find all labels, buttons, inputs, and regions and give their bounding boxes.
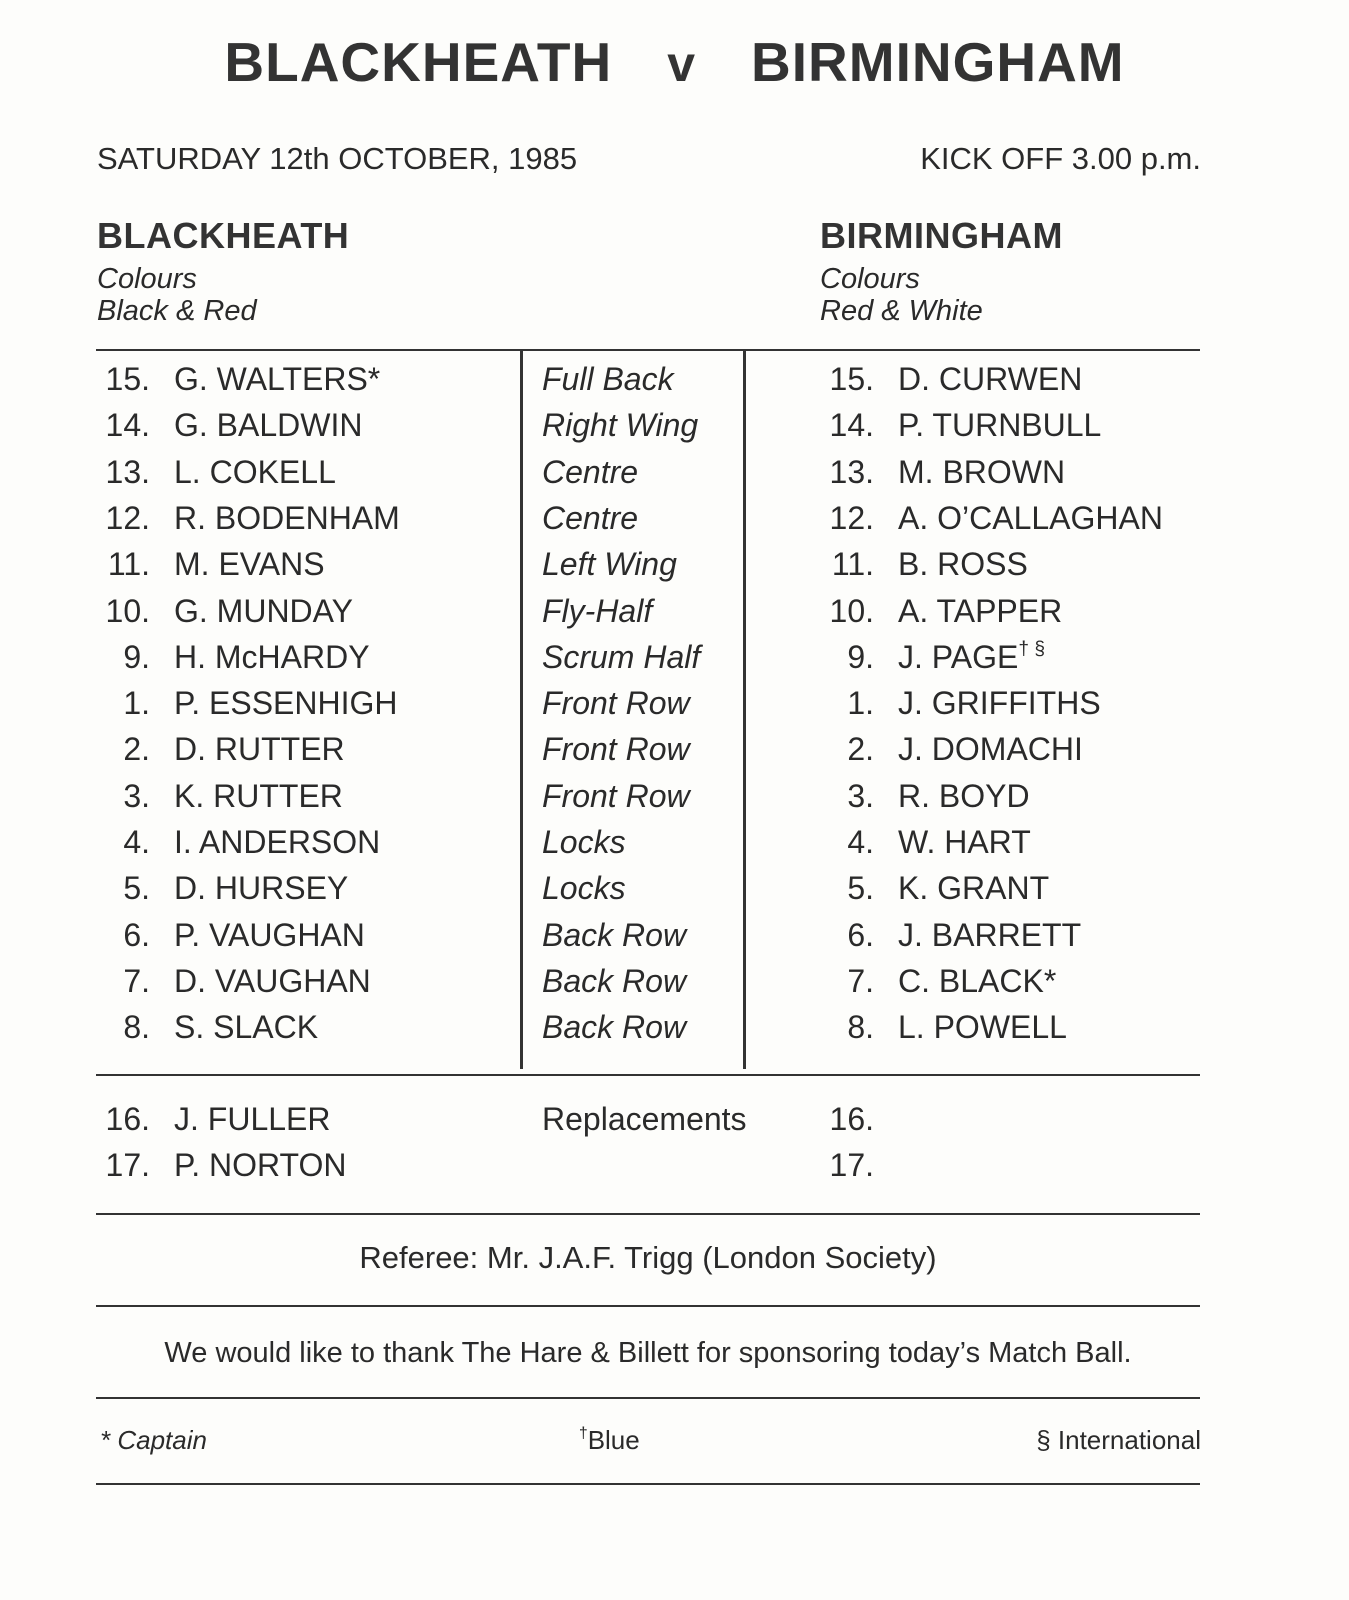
table-row <box>0 449 1349 495</box>
home-shirt-number: 12. <box>105 499 150 536</box>
home-player-name <box>174 912 365 958</box>
player-name-text: M. EVANS <box>174 546 325 583</box>
away-shirt-number: 17. <box>829 1147 874 1183</box>
player-name-text: P. TURNBULL <box>898 407 1102 444</box>
player-name-text: G. BALDWIN <box>174 407 363 444</box>
player-mark: † § <box>1018 638 1046 660</box>
legend-captain: * Captain <box>100 1425 207 1455</box>
home-shirt-number: 7. <box>123 962 150 999</box>
player-name-text: K. GRANT <box>898 870 1050 907</box>
legend-blue-mark: † <box>579 1425 588 1443</box>
player-name-text: P. VAUGHAN <box>174 916 365 953</box>
away-player-name <box>898 1004 1067 1050</box>
home-shirt-number: 15. <box>105 361 150 397</box>
away-player-name <box>898 402 1101 448</box>
divider-line <box>96 1483 1200 1485</box>
home-team-header <box>97 215 349 327</box>
position-label: Full Back <box>542 361 674 397</box>
position-label: Centre <box>542 499 639 536</box>
legend-blue-label: Blue <box>587 1425 640 1455</box>
table-row <box>0 495 1349 541</box>
table-row <box>0 773 1349 819</box>
player-name-text: A. TAPPER <box>898 592 1063 629</box>
home-player-name <box>174 773 343 819</box>
table-row <box>0 402 1349 448</box>
legend-international: § International <box>1036 1425 1201 1455</box>
divider-line <box>96 1397 1200 1399</box>
away-shirt-number: 8. <box>847 1009 874 1046</box>
away-shirt-number: 10. <box>829 592 874 629</box>
home-player-name <box>174 541 325 587</box>
table-row <box>0 634 1349 680</box>
position-label: Front Row <box>542 777 690 814</box>
player-name-text: P. ESSENHIGH <box>174 685 398 722</box>
table-row <box>0 865 1349 911</box>
player-mark: * <box>1043 962 1057 999</box>
away-shirt-number: 4. <box>847 824 874 860</box>
home-colours-label: Colours <box>97 263 197 295</box>
home-shirt-number: 14. <box>105 407 150 444</box>
home-colours: Black & Red <box>97 295 257 327</box>
away-team-name: BIRMINGHAM <box>820 215 1063 256</box>
home-shirt-number: 4. <box>123 824 150 860</box>
player-name-text: J. PAGE <box>898 638 1019 675</box>
away-player-name <box>898 912 1081 958</box>
player-name-text: J. BARRETT <box>898 916 1082 953</box>
player-name-text: H. McHARDY <box>174 638 370 675</box>
away-shirt-number: 7. <box>847 962 874 999</box>
home-shirt-number: 3. <box>123 777 150 814</box>
position-label: Locks <box>542 824 626 860</box>
home-player-name <box>174 356 380 402</box>
home-team-name: BLACKHEATH <box>97 215 350 256</box>
kickoff-time: KICK OFF 3.00 p.m. <box>920 141 1201 176</box>
legend-blue <box>579 1420 640 1460</box>
away-team-header <box>820 215 1063 327</box>
player-name-text: J. DOMACHI <box>898 731 1083 768</box>
position-label: Back Row <box>542 916 687 953</box>
home-shirt-number: 13. <box>105 453 150 490</box>
player-name-text: K. RUTTER <box>174 777 343 814</box>
table-row <box>0 819 1349 865</box>
away-player-name <box>898 541 1028 587</box>
home-player-name <box>174 449 336 495</box>
player-name-text: W. HART <box>898 824 1031 860</box>
title-versus: v <box>667 36 697 92</box>
player-name-text: J. GRIFFITHS <box>898 685 1101 722</box>
player-name-text: D. RUTTER <box>174 731 345 768</box>
player-name-text: G. WALTERS <box>174 361 368 397</box>
away-shirt-number: 6. <box>847 916 874 953</box>
home-player-name <box>174 680 397 726</box>
table-row <box>0 541 1349 587</box>
replacements-label: Replacements <box>542 1101 747 1137</box>
player-name-text: S. SLACK <box>174 1009 319 1046</box>
away-shirt-number: 15. <box>829 361 874 397</box>
home-shirt-number: 10. <box>105 592 150 629</box>
position-label: Back Row <box>542 1009 687 1046</box>
home-player-name <box>174 726 345 772</box>
table-row <box>0 912 1349 958</box>
home-shirt-number: 5. <box>123 870 150 907</box>
home-player-name <box>174 495 400 541</box>
away-colours-label: Colours <box>820 263 920 295</box>
home-player-name <box>174 865 348 911</box>
player-name-text: G. MUNDAY <box>174 592 353 629</box>
player-name-text: I. ANDERSON <box>174 824 381 860</box>
home-player-name <box>174 958 371 1004</box>
home-player-name <box>174 402 362 448</box>
player-name-text: L. COKELL <box>174 453 336 490</box>
away-player-name <box>898 819 1031 865</box>
player-mark: * <box>367 361 381 397</box>
away-player-name <box>898 588 1062 634</box>
player-name-text: R. BOYD <box>898 777 1030 814</box>
away-shirt-number: 14. <box>829 407 874 444</box>
away-shirt-number: 1. <box>847 685 874 722</box>
referee: Referee: Mr. J.A.F. Trigg (London Society) <box>359 1240 937 1275</box>
divider-line <box>96 1213 1200 1215</box>
position-label: Centre <box>542 453 639 490</box>
away-player-name <box>898 495 1163 541</box>
home-shirt-number: 17. <box>105 1147 150 1183</box>
home-shirt-number: 8. <box>123 1009 150 1046</box>
away-player-name <box>898 449 1065 495</box>
position-label: Front Row <box>542 685 690 722</box>
away-shirt-number: 9. <box>847 638 874 675</box>
table-row <box>0 958 1349 1004</box>
position-label: Fly-Half <box>542 592 653 629</box>
sponsor-thanks: We would like to thank The Hare & Billett for sponsoring today’s Match Ball. <box>164 1337 1132 1369</box>
away-shirt-number: 2. <box>847 731 874 768</box>
player-name-text: B. ROSS <box>898 546 1028 583</box>
away-player-name <box>898 680 1101 726</box>
player-name-text: L. POWELL <box>898 1009 1067 1046</box>
home-player-name <box>174 588 353 634</box>
away-player-name <box>898 958 1056 1004</box>
divider-line <box>96 349 1200 351</box>
home-player-name: J. FULLER <box>174 1101 331 1137</box>
home-player-name <box>174 819 380 865</box>
title-home-team: BLACKHEATH <box>224 31 613 93</box>
home-player-name <box>174 1004 318 1050</box>
player-name-text: D. CURWEN <box>898 361 1083 397</box>
position-label: Front Row <box>542 731 690 768</box>
player-name-text: D. VAUGHAN <box>174 962 371 999</box>
position-label: Right Wing <box>542 407 699 444</box>
player-name-text: C. BLACK <box>898 962 1044 999</box>
table-row <box>0 1096 1349 1142</box>
home-shirt-number: 11. <box>107 546 150 583</box>
away-shirt-number: 11. <box>831 546 874 583</box>
player-name-text: D. HURSEY <box>174 870 349 907</box>
title-away-team: BIRMINGHAM <box>751 31 1125 93</box>
away-player-name <box>898 356 1082 402</box>
table-row <box>0 1004 1349 1050</box>
player-name-text: A. O’CALLAGHAN <box>898 499 1163 536</box>
home-shirt-number: 2. <box>123 731 150 768</box>
away-shirt-number: 5. <box>847 870 874 907</box>
position-label: Locks <box>542 870 626 907</box>
position-label: Scrum Half <box>542 638 701 675</box>
table-row <box>0 680 1349 726</box>
player-name-text: M. BROWN <box>898 453 1066 490</box>
table-row <box>0 588 1349 634</box>
home-shirt-number: 16. <box>105 1101 150 1137</box>
away-shirt-number: 3. <box>847 777 874 814</box>
home-player-name: P. NORTON <box>174 1147 347 1183</box>
away-player-name <box>898 634 1045 680</box>
away-player-name <box>898 865 1049 911</box>
away-colours: Red & White <box>820 295 983 327</box>
table-row <box>0 356 1349 402</box>
away-player-name <box>898 773 1030 819</box>
match-title <box>0 30 1349 94</box>
away-player-name <box>898 726 1083 772</box>
position-label: Left Wing <box>542 546 677 583</box>
home-shirt-number: 1. <box>123 685 150 722</box>
position-label: Back Row <box>542 962 687 999</box>
away-shirt-number: 16. <box>829 1101 874 1137</box>
away-shirt-number: 12. <box>829 499 874 536</box>
away-shirt-number: 13. <box>829 453 874 490</box>
home-player-name <box>174 634 370 680</box>
divider-line <box>96 1305 1200 1307</box>
match-date: SATURDAY 12th OCTOBER, 1985 <box>97 141 578 176</box>
home-shirt-number: 9. <box>123 638 150 675</box>
table-row <box>0 726 1349 772</box>
home-shirt-number: 6. <box>123 916 150 953</box>
divider-line <box>96 1074 1200 1076</box>
table-row <box>0 1142 1349 1188</box>
player-name-text: R. BODENHAM <box>174 499 400 536</box>
